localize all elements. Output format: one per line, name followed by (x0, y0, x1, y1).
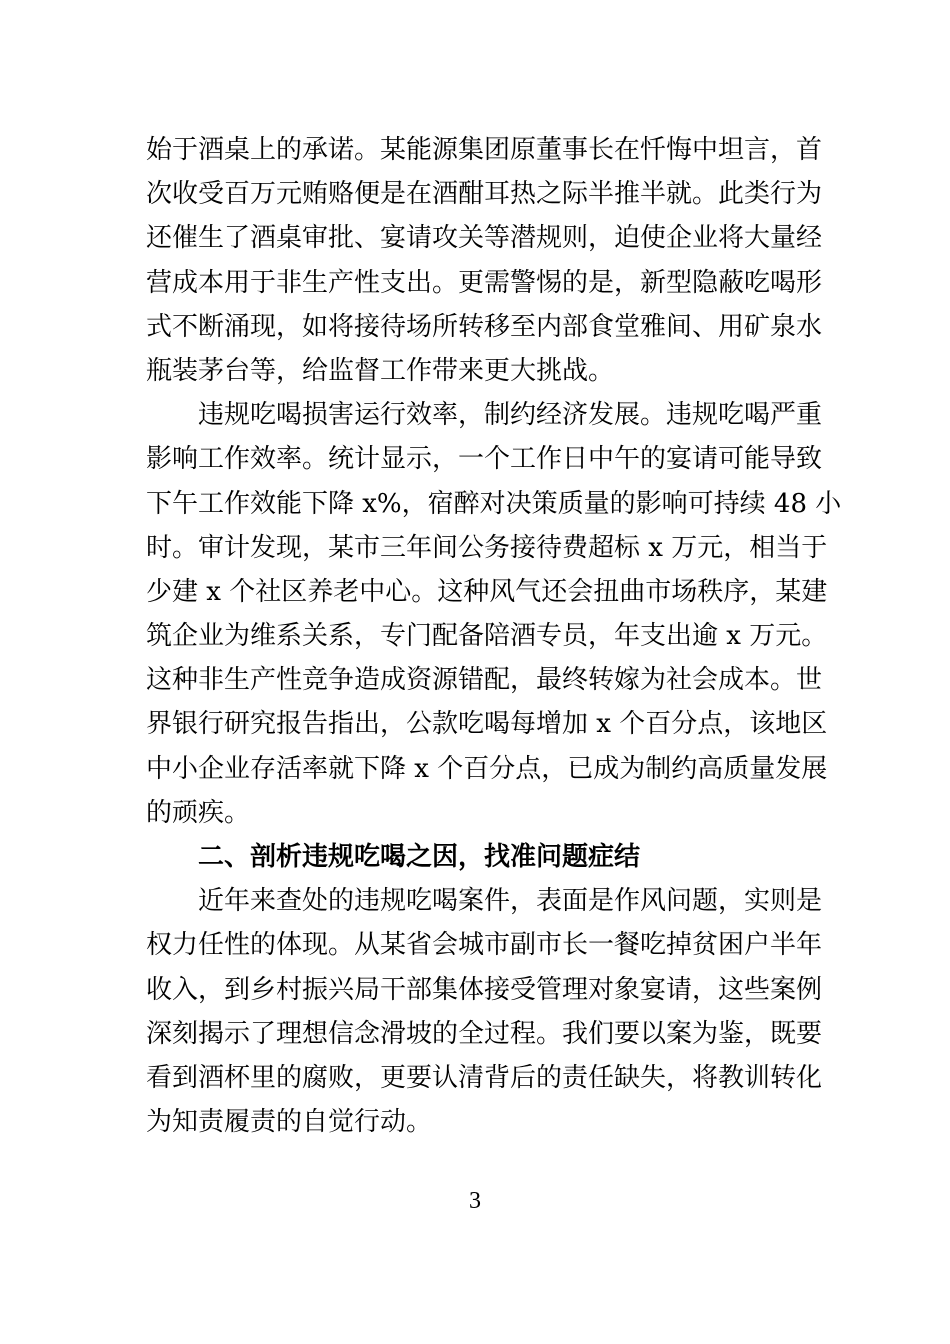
text-line: 影响工作效率。统计显示，一个工作日中午的宴请可能导致 (146, 444, 823, 475)
body-text (146, 128, 842, 1144)
paragraph-efficiency (146, 393, 842, 835)
page-number: 3 (469, 1188, 481, 1214)
text-line: 这种非生产性竞争造成资源错配，最终转嫁为社会成本。世 (146, 665, 823, 696)
text-line: 的顽疾。 (146, 797, 251, 828)
text-line: 下午工作效能下降 x%，宿醉对决策质量的影响可持续 48 小 (146, 488, 842, 519)
text-line: 次收受百万元贿赂便是在酒酣耳热之际半推半就。此类行为 (146, 179, 823, 210)
text-line: 为知责履责的自觉行动。 (146, 1107, 433, 1138)
text-line: 违规吃喝损害运行效率，制约经济发展。违规吃喝严重 (198, 400, 823, 431)
text-line: 少建 x 个社区养老中心。这种风气还会扭曲市场秩序，某建 (146, 576, 828, 607)
paragraph-causes (146, 879, 823, 1144)
text-line: 瓶装茅台等，给监督工作带来更大挑战。 (146, 355, 615, 386)
text-line: 近年来查处的违规吃喝案件，表面是作风问题，实则是 (198, 886, 823, 917)
text-line: 中小企业存活率就下降 x 个百分点，已成为制约高质量发展 (146, 753, 828, 784)
text-line: 权力任性的体现。从某省会城市副市长一餐吃掉贫困户半年 (146, 930, 823, 961)
text-line: 时。审计发现，某市三年间公务接待费超标 x 万元，相当于 (146, 532, 828, 563)
text-line: 界银行研究报告指出，公款吃喝每增加 x 个百分点，该地区 (146, 709, 828, 740)
section-heading: 二、剖析违规吃喝之因，找准问题症结 (198, 842, 641, 872)
text-line: 筑企业为维系关系，专门配备陪酒专员，年支出逾 x 万元。 (146, 621, 828, 652)
text-line: 营成本用于非生产性支出。更需警惕的是，新型隐蔽吃喝形 (146, 267, 823, 298)
text-line: 看到酒杯里的腐败，更要认清背后的责任缺失，将教训转化 (146, 1062, 823, 1093)
text-line: 式不断涌现，如将接待场所转移至内部食堂雅间、用矿泉水 (146, 311, 823, 342)
text-line: 还催生了酒桌审批、宴请攻关等潜规则，迫使企业将大量经 (146, 223, 823, 254)
text-line: 深刻揭示了理想信念滑坡的全过程。我们要以案为鉴，既要 (146, 1018, 823, 1049)
paragraph-continued (146, 128, 823, 393)
text-line: 始于酒桌上的承诺。某能源集团原董事长在忏悔中坦言，首 (146, 135, 823, 165)
text-line: 收入，到乡村振兴局干部集体接受管理对象宴请，这些案例 (146, 974, 823, 1005)
